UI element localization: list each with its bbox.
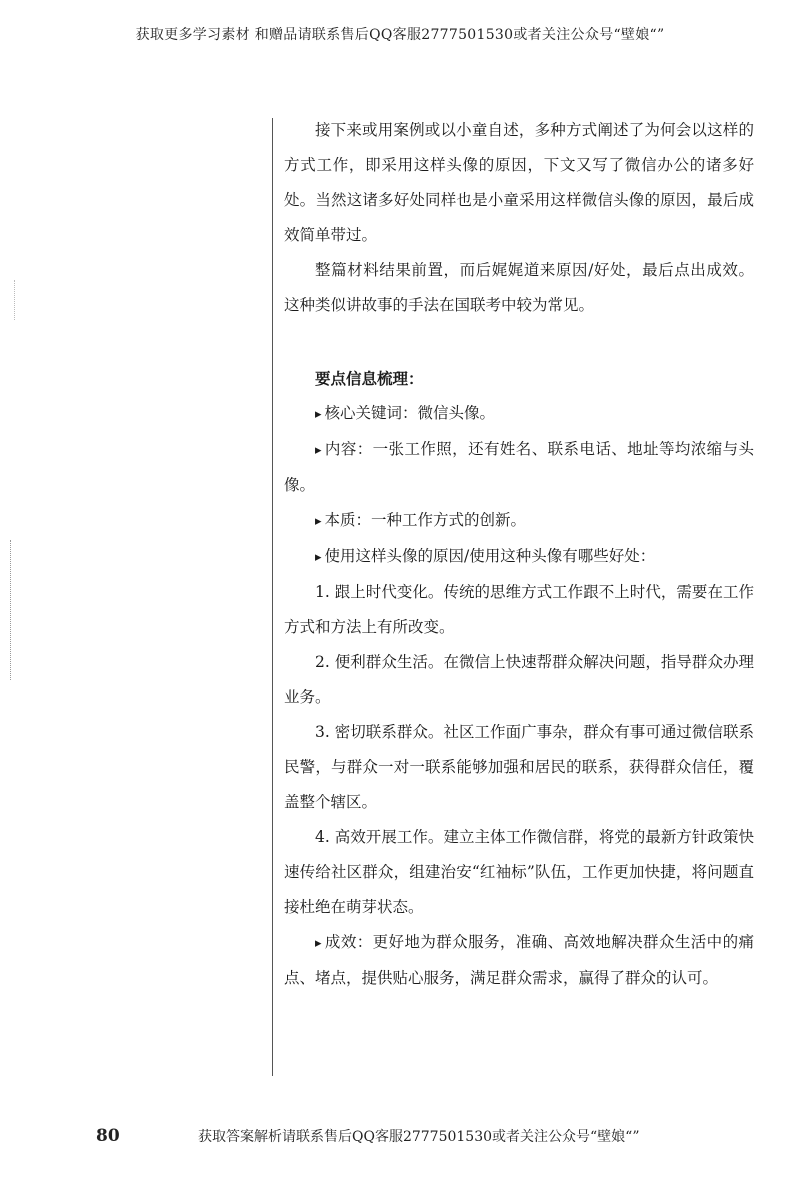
reason-item: 3. 密切联系群众。社区工作面广事杂，群众有事可通过微信联系民警，与群众一对一联系能够加强和居民的联系，获得群众信任，覆盖整个辖区。 [284, 723, 754, 811]
reason-item: 2. 便利群众生活。在微信上快速帮群众解决问题，指导群众办理业务。 [284, 653, 754, 706]
bullet-content: ▸ 内容：一张工作照，还有姓名、联系电话、地址等均浓缩与头像。 [284, 432, 754, 503]
section-gap [284, 323, 754, 361]
body-paragraph: 整篇材料结果前置，而后娓娓道来原因/好处，最后点出成效。这种类似讲故事的手法在国联考中较为常见。 [284, 261, 754, 314]
reason-item: 1. 跟上时代变化。传统的思维方式工作跟不上时代，需要在工作方式和方法上有所改变。 [284, 583, 754, 636]
scan-artifact [14, 280, 19, 320]
bullet-essence: ▸ 本质：一种工作方式的创新。 [284, 503, 754, 539]
page-body [284, 113, 754, 996]
body-paragraph: 接下来或用案例或以小童自述，多种方式阐述了为何会以这样的方式工作，即采用这样头像的原因，下文又写了微信办公的诸多好处。当然这诸多好处同样也是小童采用这样微信头像的原因，最后成效简单带过。 [284, 121, 754, 244]
page-number: 80 [96, 1126, 120, 1146]
reason-item: 4. 高效开展工作。建立主体工作微信群，将党的最新方针政策快速传给社区群众，组建治安“红袖标”队伍，工作更加快捷，将问题直接杜绝在萌芽状态。 [284, 828, 754, 916]
bullet-reasons-intro: ▸ 使用这样头像的原因/使用这种头像有哪些好处： [284, 539, 754, 575]
bullet-keyword: ▸ 核心关键词：微信头像。 [284, 396, 754, 432]
bullet-effect: ▸ 成效：更好地为群众服务，准确、高效地解决群众生活中的痛点、堵点，提供贴心服务，满足群众需求，赢得了群众的认可。 [284, 925, 754, 996]
margin-rule [272, 118, 273, 1076]
scan-artifact [10, 540, 19, 680]
section-heading: 要点信息梳理： [315, 369, 424, 388]
footer-banner: 获取答案解析请联系售后QQ客服2777501530或者关注公众号“壁娘“” [198, 1129, 640, 1145]
header-banner: 获取更多学习素材 和赠品请联系售后QQ客服2777501530或者关注公众号“壁娘“” [135, 27, 665, 43]
